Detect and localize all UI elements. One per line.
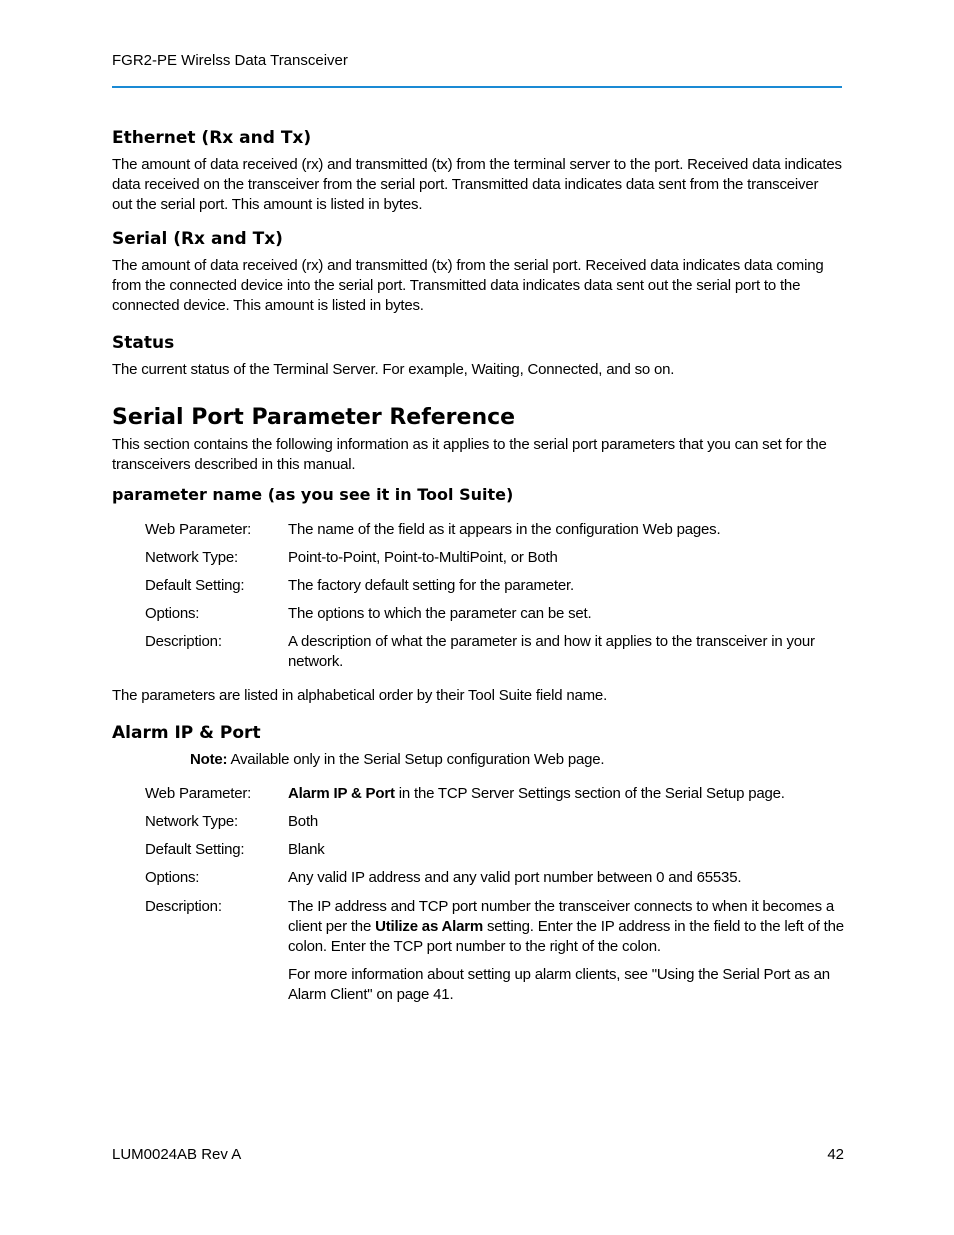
description-text: The IP address and TCP port number the transceiver connects to when it becomes a client per the [288, 898, 834, 935]
footer-doc-id: LUM0024AB Rev A [112, 1146, 242, 1163]
parameter-row [145, 840, 845, 860]
section-heading: Ethernet (Rx and Tx) [112, 128, 312, 148]
section-paragraph: The amount of data received (rx) and transmitted (tx) from the terminal server to the port. Received data indicates data received on the transceiver from the serial port. Transmitted data indicates data sent from the transceiver out the serial port. This amount is listed in bytes. [112, 156, 842, 213]
web-parameter-name: Alarm IP & Port [288, 785, 395, 802]
note-text: Available only in the Serial Setup configuration Web page. [227, 751, 605, 768]
alarm-parameter-list [145, 784, 845, 1005]
parameter-value: Both [288, 813, 319, 830]
section-serial [112, 228, 842, 316]
parameter-row [145, 868, 845, 888]
parameter-value: A description of what the parameter is and how it applies to the transceiver in your network. [288, 633, 815, 670]
utilize-as-alarm-term: Utilize as Alarm [375, 918, 484, 935]
description-text: setting. Enter the IP address in the field to the left of the colon. Enter the TCP port number to the right of the colon. [288, 918, 844, 955]
section-heading: Serial (Rx and Tx) [112, 229, 283, 249]
parameter-label: Web Parameter: [145, 785, 252, 802]
footer-page-number: 42 [827, 1146, 844, 1163]
section-paragraph: The current status of the Terminal Server. For example, Waiting, Connected, and so on. [112, 361, 675, 378]
alarm-note [190, 750, 842, 770]
parameter-row [145, 812, 845, 832]
parameter-row [145, 897, 845, 1005]
parameter-row [145, 576, 845, 596]
parameter-label: Description: [145, 633, 222, 650]
header-divider [112, 86, 842, 88]
parameter-row [145, 548, 845, 568]
parameter-row [145, 632, 845, 672]
parameter-value: Any valid IP address and any valid port number between 0 and 65535. [288, 869, 742, 886]
parameter-label: Network Type: [145, 549, 238, 566]
parameter-label: Default Setting: [145, 841, 245, 858]
page-header-title: FGR2-PE Wirelss Data Transceiver [112, 52, 348, 69]
section-alarm-ip-port [112, 722, 842, 1005]
document-body [112, 127, 842, 1005]
description-paragraph [288, 897, 845, 957]
order-note: The parameters are listed in alphabetical order by their Tool Suite field name. [112, 687, 608, 704]
web-parameter-location: in the TCP Server Settings section of the Serial Setup page. [394, 785, 785, 802]
parameter-value: Point-to-Point, Point-to-MultiPoint, or Both [288, 549, 558, 566]
section-ethernet [112, 127, 842, 215]
parameter-value: The factory default setting for the parameter. [288, 577, 574, 594]
section-paragraph: The amount of data received (rx) and transmitted (tx) from the serial port. Received data indicates data coming from the connected device into the serial port. Transmitted data indicates data sent out the serial port to the connected device. This amount is listed in bytes. [112, 257, 824, 314]
parameter-value [288, 784, 845, 804]
parameter-label: Description: [145, 898, 222, 915]
description-more-info: For more information about setting up alarm clients, see "Using the Serial Port as an Alarm Client" on page 41. [288, 966, 830, 1003]
parameter-row [145, 784, 845, 804]
parameter-value: The options to which the parameter can be set. [288, 605, 592, 622]
template-heading: parameter name (as you see it in Tool Suite) [112, 485, 514, 504]
section-reference [112, 404, 842, 706]
parameter-value: Blank [288, 841, 325, 858]
parameter-value: The name of the field as it appears in the configuration Web pages. [288, 521, 721, 538]
parameter-row [145, 604, 845, 624]
parameter-label: Options: [145, 869, 200, 886]
parameter-value [288, 897, 845, 1005]
parameter-label: Default Setting: [145, 577, 245, 594]
alarm-heading: Alarm IP & Port [112, 723, 261, 743]
note-label: Note: [190, 751, 228, 768]
reference-heading: Serial Port Parameter Reference [112, 405, 516, 430]
parameter-label: Options: [145, 605, 200, 622]
reference-intro: This section contains the following information as it applies to the serial port parameters that you can set for the transceivers described in this manual. [112, 436, 827, 473]
template-parameter-list [145, 520, 845, 672]
parameter-label: Web Parameter: [145, 521, 252, 538]
section-status [112, 332, 842, 380]
parameter-row [145, 520, 845, 540]
section-heading: Status [112, 333, 175, 353]
parameter-label: Network Type: [145, 813, 238, 830]
